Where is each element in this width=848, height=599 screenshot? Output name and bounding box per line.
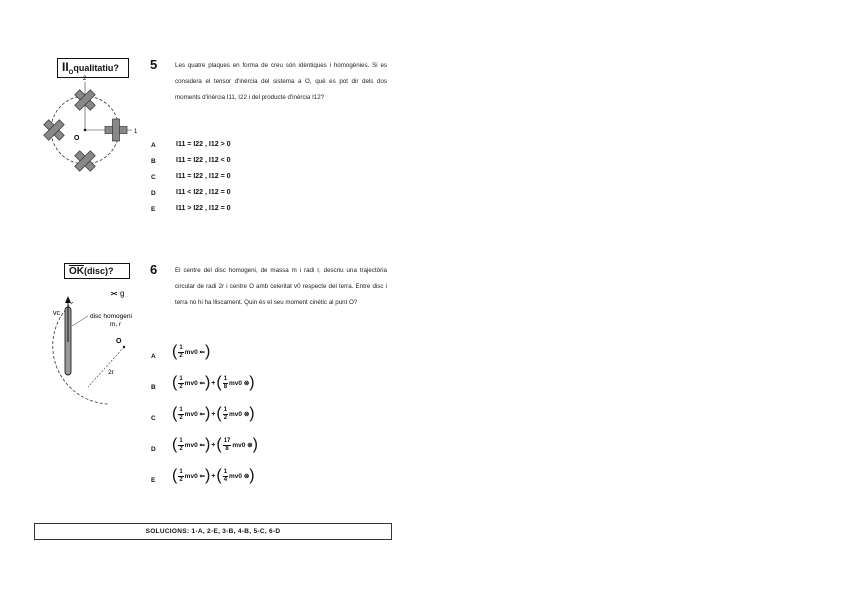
q6-term-text: mv0 ⇐ — [184, 473, 205, 480]
q6-term — [216, 468, 254, 484]
q5-option-text: I11 < I22 , I12 = 0 — [176, 189, 231, 196]
q6-paren-right: ) — [204, 436, 211, 453]
q6-plus-sign: + — [211, 379, 216, 387]
q6-paren-left: ( — [216, 436, 222, 453]
q6-fraction — [178, 438, 183, 453]
q6-velocity-arrowhead — [65, 296, 71, 303]
q6-fraction-den: 2 — [179, 445, 183, 452]
q6-term — [172, 406, 210, 422]
q6-fraction-num: 1 — [179, 375, 183, 382]
q6-fraction-num: 1 — [179, 437, 183, 444]
q5-option-letter: B — [151, 158, 156, 165]
q5-label-2: 2 — [83, 76, 87, 82]
q6-radius-line — [88, 347, 124, 387]
q5-option-text: I11 = I22 , I12 = 0 — [176, 173, 231, 180]
q6-paren-left: ( — [216, 405, 222, 422]
q5-origin-dot — [84, 129, 87, 132]
q6-fraction-den: 8 — [223, 383, 228, 390]
q5-cross-bottom — [69, 145, 100, 176]
q6-fraction-num: 1 — [223, 375, 228, 382]
q6-option-expression — [172, 406, 255, 422]
q6-paren-right: ) — [204, 374, 211, 391]
q6-option-expression — [172, 344, 210, 360]
q6-option-expression — [172, 437, 258, 453]
q6-option-letter: B — [151, 384, 156, 391]
q6-label-g: g — [120, 289, 125, 298]
q6-plus-sign: + — [211, 441, 216, 449]
q5-option-letter: A — [151, 142, 156, 149]
q6-fraction-den: 4 — [223, 476, 228, 483]
q6-fraction — [223, 407, 228, 422]
q6-option-expression — [172, 375, 255, 391]
q6-fraction-num: 1 — [223, 406, 228, 413]
q6-paren-right: ) — [204, 343, 211, 360]
q6-tag-rest: (disc)? — [84, 266, 114, 276]
q6-term — [216, 375, 254, 391]
q6-fraction-den: 2 — [179, 383, 183, 390]
q5-option-text: I11 > I22 , I12 = 0 — [176, 205, 231, 212]
q6-term-text: mv0 ⊗ — [229, 411, 250, 418]
q6-paren-right: ) — [204, 405, 211, 422]
q6-paren-left: ( — [216, 467, 222, 484]
q6-paren-left: ( — [172, 467, 178, 484]
q6-term — [172, 468, 210, 484]
q6-term-text: mv0 ⇐ — [184, 442, 205, 449]
q5-option-text: I11 = I22 , I12 > 0 — [176, 141, 231, 148]
q6-term — [216, 406, 254, 422]
q6-label-disc2: m, r — [110, 321, 122, 328]
q6-fraction-num: 1 — [179, 468, 183, 475]
q6-text: El centre del disc homogeni, de massa m i radi r, descriu una trajectòria circular de radi 2r i centre O amb celeritat v0 respecte del terra. Entre disc i terra no hi ha lliscament. Quin és el seu moment cinètic al punt O? — [175, 267, 387, 306]
q6-fraction-den: 2 — [223, 414, 228, 421]
q6-term-text: mv0 ⊗ — [232, 442, 253, 449]
q6-option-letter: D — [151, 446, 156, 453]
q6-fraction — [223, 469, 228, 484]
q5-label-1: 1 — [134, 129, 138, 135]
q6-label-o: O — [116, 338, 122, 345]
q5-tag-rest: qualitatiu? — [73, 63, 119, 73]
q6-paren-right: ) — [249, 374, 255, 391]
q6-tag-over: $\overline{OK}$ — [69, 266, 84, 277]
q6-paren-left: ( — [172, 405, 178, 422]
q6-fraction — [223, 438, 232, 453]
q5-cross-right — [105, 119, 127, 141]
q6-fraction-den: 2 — [179, 476, 183, 483]
q5-tag-main: II — [62, 60, 69, 74]
q6-term-text: mv0 ⇐ — [184, 349, 205, 356]
q6-fraction-den: 2 — [179, 414, 183, 421]
q6-fraction-num: 17 — [223, 437, 231, 444]
q6-fraction-den: 2 — [179, 352, 183, 359]
q6-term — [172, 375, 210, 391]
q6-fraction — [178, 345, 183, 360]
q5-option-letter: D — [151, 190, 156, 197]
q6-term-text: mv0 ⊗ — [229, 380, 250, 387]
q5-cross-left — [40, 114, 70, 145]
q6-label-vc: vc — [53, 310, 60, 317]
q6-fraction — [178, 407, 183, 422]
q6-term — [216, 437, 258, 453]
q6-option-letter: C — [151, 415, 156, 422]
q5-figure — [40, 74, 140, 179]
q5-number: 5 — [150, 57, 158, 72]
q6-plus-sign: + — [211, 410, 216, 418]
q6-label-disc1: disc homogeni — [90, 313, 132, 320]
q6-term — [172, 437, 210, 453]
q6-fraction-num: 1 — [223, 468, 228, 475]
q6-disc-leader — [72, 316, 88, 326]
q6-paren-right: ) — [249, 467, 255, 484]
q6-term-text: mv0 ⇐ — [184, 380, 205, 387]
q6-label-2r: 2r — [108, 369, 114, 376]
q6-paren-right: ) — [204, 467, 211, 484]
q6-paren-left: ( — [172, 436, 178, 453]
q6-number: 6 — [150, 262, 158, 277]
q5-option-text: I11 = I22 , I12 < 0 — [176, 157, 231, 164]
q5-label-o: O — [74, 135, 80, 142]
q6-paren-left: ( — [172, 374, 178, 391]
q6-tag — [64, 263, 130, 279]
q6-fraction — [223, 376, 228, 391]
q6-fraction-num: 1 — [179, 406, 183, 413]
q6-figure — [48, 282, 148, 407]
q5-option-letter: E — [151, 206, 156, 213]
q6-fraction-num: 1 — [179, 344, 183, 351]
q6-option-letter: A — [151, 353, 156, 360]
q6-fraction — [178, 469, 183, 484]
q6-fraction-den: 8 — [225, 445, 229, 452]
q6-fraction — [178, 376, 183, 391]
q6-term-text: mv0 ⊗ — [229, 473, 250, 480]
q6-paren-right: ) — [249, 405, 255, 422]
q6-option-expression — [172, 468, 255, 484]
q6-paren-left: ( — [216, 374, 222, 391]
q6-term-text: mv0 ⇐ — [184, 411, 205, 418]
q6-paren-left: ( — [172, 343, 178, 360]
q6-plus-sign: + — [211, 472, 216, 480]
q6-option-letter: E — [151, 477, 156, 484]
q5-text: Les quatre plaques en forma de creu són idèntiques i homogènies. Si es considera el tensor d'inèrcia del sistema a O, què es pot dir dels dos moments d'inèrcia I11, I22 i del producte d'inèrcia I12? — [175, 62, 387, 101]
q5-tag-sub: O — [68, 70, 74, 77]
q6-paren-right: ) — [252, 436, 258, 453]
q5-option-letter: C — [151, 174, 156, 181]
solutions-box: SOLUCIONS: 1-A, 2-E, 3-B, 4-B, 5-C, 6-D — [34, 523, 392, 540]
q6-term — [172, 344, 210, 360]
